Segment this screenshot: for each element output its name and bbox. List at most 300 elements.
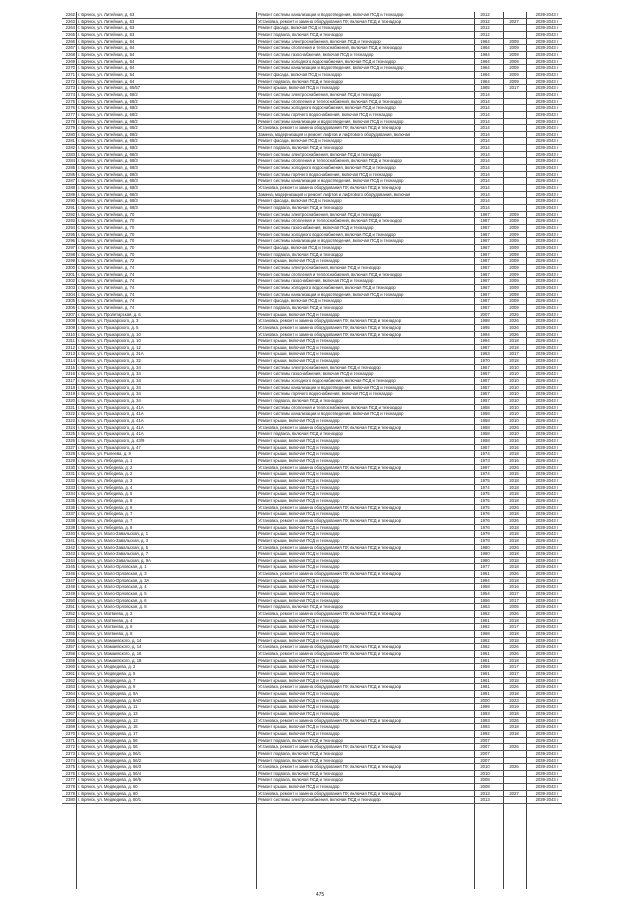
row-work-type: Ремонт крыши, включая ПСД и техназдор [258, 351, 340, 357]
row-year-repair: 2018 [509, 631, 519, 637]
row-address: г. Брянск, ул. Медведева, д. 9А [78, 690, 139, 696]
row-period: 2039-2043 г [535, 12, 559, 17]
table-row [62, 651, 562, 658]
row-address: г. Брянск, ул. Медведева, д. 56/2 [78, 757, 142, 763]
row-work-type: Ремонт системы отопления и теплоснабжения, включая ПСД и техназдор [258, 158, 402, 164]
row-number: 2313 [65, 351, 75, 357]
row-year-built: 1962 [480, 624, 490, 630]
row-work-type: Ремонт крыши, включая ПСД и техназдор [258, 564, 340, 570]
row-address: г. Брянск, ул. Литейная, д. 72 [78, 258, 135, 264]
row-year-repair: 2016 [509, 457, 519, 463]
row-year-repair: 2010 [509, 431, 519, 437]
row-period: 2039-2043 г [535, 444, 559, 450]
row-period: 2039-2043 г [535, 670, 559, 676]
row-year-repair: 2026 [509, 684, 519, 690]
row-period: 2039-2043 г [535, 18, 559, 24]
row-year-built: 1992 [480, 730, 490, 736]
row-period: 2039-2043 г [535, 58, 559, 64]
row-year-repair: 2027 [509, 18, 519, 24]
row-work-type: Ремонт крыши, включая ПСД и техназдор [258, 577, 340, 583]
row-number: 2338 [65, 517, 75, 523]
row-number: 2262 [65, 12, 75, 17]
row-year-built: 2007 [480, 737, 490, 743]
row-year-repair: 2026 [509, 324, 519, 330]
row-address: г. Брянск, ул. Литейная, д. 65/57 [78, 85, 141, 91]
row-period: 2039-2043 г [535, 504, 559, 510]
table-row [62, 791, 562, 798]
row-work-type: Ремонт системы горячего водоснабжения, включая ПСД и техназдор [258, 111, 393, 117]
row-year-built: 2012 [480, 12, 490, 17]
row-year-built: 2014 [480, 105, 490, 111]
row-address: г. Брянск, ул. Пушкарского, д. 41А [78, 404, 144, 410]
row-year-repair: 2023 [509, 697, 519, 703]
row-work-type: Ремонт крыши, включая ПСД и техназдор [258, 471, 340, 477]
row-address: г. Брянск, ул. Матвеева, д. 4 [78, 617, 133, 623]
table-row [62, 644, 562, 651]
table-row [62, 564, 562, 571]
table-row [62, 751, 562, 758]
row-year-repair: 2017 [509, 624, 519, 630]
row-year-built: 2014 [480, 165, 490, 171]
row-address: г. Брянск, ул. Медведева, д. 11 [78, 704, 138, 710]
row-year-repair: 2015 [509, 471, 519, 477]
row-work-type: Ремонт системы холодного водоснабжения, включая ПСД и техназдор [258, 105, 396, 111]
row-year-repair: 2009 [509, 298, 519, 304]
row-year-repair: 2017 [509, 597, 519, 603]
row-year-built: 2010 [480, 764, 490, 770]
row-number: 2365 [65, 697, 75, 703]
row-period: 2039-2043 г [535, 664, 559, 670]
row-number: 2287 [65, 178, 75, 184]
row-period: 2039-2043 г [535, 291, 559, 297]
table-row [62, 591, 562, 598]
row-year-repair: 2018 [509, 451, 519, 457]
row-work-type: Ремонт системы канализации и водоотведения, включая ПСД и техназдор [258, 65, 404, 71]
row-address: г. Брянск, ул. Литейная, д. 68/2 [78, 131, 138, 137]
table-row [62, 298, 562, 305]
row-year-repair: 2010 [509, 404, 519, 410]
row-address: г. Брянск, ул. Медведева, д. 13 [78, 710, 138, 716]
row-period: 2039-2043 г [535, 331, 559, 337]
table-row [62, 458, 562, 465]
row-address: г. Брянск, ул. Мало-Орловская, д. 8 [78, 604, 147, 610]
row-address: г. Брянск, ул. Литейная, д. 74 [78, 304, 135, 310]
row-address: г. Брянск, ул. Медведева, д. 60 [78, 784, 138, 790]
row-period: 2039-2043 г [535, 591, 559, 597]
row-address: г. Брянск, ул. Матвеева, д. 2 [78, 611, 133, 617]
row-number: 2271 [65, 71, 75, 77]
row-year-built: 1976 [480, 511, 490, 517]
table-row [62, 378, 562, 385]
row-period: 2039-2043 г [535, 624, 559, 630]
table-row [62, 85, 562, 92]
row-work-type: Ремонт системы отопления и теплоснабжения, включая ПСД и техназдор [258, 218, 402, 224]
table-row [62, 32, 562, 39]
row-number: 2335 [65, 497, 75, 503]
row-address: г. Брянск, ул. Пушкарского, д. 34 [78, 384, 141, 390]
row-period: 2039-2043 г [535, 517, 559, 523]
row-year-built: 2007 [480, 311, 490, 317]
row-year-built: 1977 [480, 564, 490, 570]
row-year-built: 1994 [480, 331, 490, 337]
row-period: 2039-2043 г [535, 411, 559, 417]
row-address: г. Брянск, ул. Литейная, д. 64 [78, 58, 135, 64]
row-address: г. Брянск, ул. Мало-Орловская, д. 6 [78, 597, 147, 603]
row-year-built: 2014 [480, 138, 490, 144]
row-work-type: Ремонт фасада, включая ПСД и техназдор [258, 138, 342, 144]
row-work-type: Ремонт крыши, включая ПСД и техназдор [258, 537, 340, 543]
row-address: г. Брянск, ул. Пушкарского, д. 32 [78, 358, 141, 364]
row-work-type: Установка, ремонт и замена оборудования ПУ, включая ПСД и технадзор [258, 424, 402, 430]
row-work-type: Ремонт системы отопления и теплоснабжения, включая ПСД и техназдор [258, 98, 402, 104]
row-address: г. Брянск, ул. Литейная, д. 68/3 [78, 178, 138, 184]
row-period: 2039-2043 г [535, 105, 559, 111]
row-address: г. Брянск, ул. Литейная, д. 70 [78, 218, 135, 224]
row-number: 2274 [65, 91, 75, 97]
row-work-type: Ремонт системы газоснабжения, включая ПСД и техназдор [258, 51, 374, 57]
row-period: 2039-2043 г [535, 25, 559, 31]
row-number: 2349 [65, 591, 75, 597]
row-work-type: Ремонт системы канализации и водоотведения, включая ПСД и техназдор [258, 12, 404, 17]
row-period: 2039-2043 г [535, 584, 559, 590]
row-year-built: 2014 [480, 111, 490, 117]
row-number: 2356 [65, 637, 75, 643]
row-year-repair: 2009 [509, 58, 519, 64]
row-work-type: Ремонт крыши, включая ПСД и техназдор [258, 491, 340, 497]
row-number: 2281 [65, 138, 75, 144]
row-year-built: 1967 [480, 238, 490, 244]
row-period: 2039-2043 г [535, 544, 559, 550]
row-work-type: Установка, ремонт и замена оборудования ПУ, включая ПСД и технадзор [258, 644, 402, 650]
row-work-type: Ремонт подвала, включая ПСД и техназдор [258, 78, 343, 84]
row-address: г. Брянск, ул. Литейная, д. 68/3 [78, 158, 138, 164]
row-work-type: Ремонт крыши, включая ПСД и техназдор [258, 338, 340, 344]
row-work-type: Ремонт системы газоснабжения, включая ПСД и техназдор [258, 371, 374, 377]
row-number: 2326 [65, 438, 75, 443]
row-year-built: 1958 [480, 418, 490, 424]
row-number: 2263 [65, 18, 75, 24]
row-number: 2301 [65, 271, 75, 277]
row-year-built: 1958 [480, 424, 490, 430]
row-address: г. Брянск, ул. Литейная, д. 68/2 [78, 105, 138, 111]
table-row [62, 245, 562, 252]
row-work-type: Ремонт подвала, включая ПСД и техназдор [258, 251, 343, 257]
row-number: 2339 [65, 524, 75, 530]
row-work-type: Ремонт крыши, включая ПСД и техназдор [258, 617, 340, 623]
row-work-type: Ремонт крыши, включая ПСД и техназдор [258, 497, 340, 503]
row-year-repair: 2026 [509, 571, 519, 577]
table-row [62, 292, 562, 299]
row-year-built: 1974 [480, 451, 490, 457]
row-address: г. Брянск, ул. Медведева, д. 60/1 [78, 797, 142, 803]
row-number: 2369 [65, 724, 75, 730]
row-period: 2039-2043 г [535, 391, 559, 397]
row-period: 2039-2043 г [535, 111, 559, 117]
table-row [62, 39, 562, 46]
row-work-type: Ремонт крыши, включая ПСД и техназдор [258, 311, 340, 317]
row-number: 2360 [65, 664, 75, 670]
table-row [62, 305, 562, 312]
row-work-type: Ремонт крыши, включая ПСД и техназдор [258, 438, 340, 443]
row-work-type: Установка, ремонт и замена оборудования ПУ, включая ПСД и технадзор [258, 464, 402, 470]
row-year-built: 2014 [480, 205, 490, 211]
row-number: 2378 [65, 784, 75, 790]
row-number: 2292 [65, 211, 75, 217]
row-year-repair: 2009 [509, 231, 519, 237]
row-address: г. Брянск, ул. Литейная, д. 64 [78, 65, 135, 71]
row-number: 2321 [65, 404, 75, 410]
row-period: 2039-2043 г [535, 218, 559, 224]
table-row [62, 478, 562, 485]
row-number: 2342 [65, 544, 75, 550]
row-year-repair: 2010 [509, 364, 519, 370]
row-number: 2343 [65, 551, 75, 557]
row-address: г. Брянск, ул. Медведева, д. 56/3 [78, 764, 142, 770]
row-year-built: 1962 [480, 611, 490, 617]
table-row [62, 411, 562, 418]
table-row [62, 431, 562, 438]
row-work-type: Установка, ремонт и замена оборудования ПУ, включая ПСД и технадзор [258, 18, 402, 24]
row-work-type: Ремонт системы отопления и теплоснабжения, включая ПСД и техназдор [258, 404, 402, 410]
row-work-type: Ремонт крыши, включая ПСД и техназдор [258, 511, 340, 517]
row-address: г. Брянск, ул. Лебедева, д. 2 [78, 471, 133, 477]
table-row [62, 185, 562, 192]
row-period: 2039-2043 г [535, 258, 559, 264]
row-number: 2283 [65, 151, 75, 157]
row-year-built: 1964 [480, 58, 490, 64]
row-period: 2039-2043 г [535, 118, 559, 124]
row-period: 2039-2043 г [535, 457, 559, 463]
row-year-built: 1994 [480, 577, 490, 583]
row-year-built: 1961 [480, 571, 490, 577]
table-row [62, 438, 562, 445]
table-row [62, 178, 562, 185]
row-number: 2363 [65, 684, 75, 690]
row-year-repair: 2009 [509, 225, 519, 230]
row-number: 2273 [65, 85, 75, 91]
row-year-repair: 2017 [509, 670, 519, 676]
row-year-built: 1963 [480, 351, 490, 357]
row-period: 2039-2043 г [535, 551, 559, 557]
table-row [62, 777, 562, 784]
row-year-built: 1973 [480, 457, 490, 463]
row-address: г. Брянск, ул. Мало-Орловская, д. 3А [78, 577, 150, 583]
table-row [62, 252, 562, 259]
row-number: 2354 [65, 624, 75, 630]
row-address: г. Брянск, ул. Литейная, д. 68/2 [78, 91, 138, 97]
table-row [62, 272, 562, 279]
row-number: 2331 [65, 471, 75, 477]
table-row [62, 345, 562, 352]
row-year-built: 1976 [480, 517, 490, 523]
row-year-repair: 2010 [509, 391, 519, 397]
row-address: г. Брянск, ул. Литейная, д. 74 [78, 291, 135, 297]
row-year-repair: 2010 [509, 371, 519, 377]
row-year-built: 1967 [480, 284, 490, 290]
row-number: 2348 [65, 584, 75, 590]
table-row [62, 611, 562, 618]
row-number: 2284 [65, 158, 75, 164]
row-work-type: Ремонт подвала, включая ПСД и техназдор [258, 431, 343, 437]
row-work-type: Установка, ремонт и замена оборудования ПУ, включая ПСД и технадзор [258, 185, 402, 191]
row-number: 2327 [65, 444, 75, 450]
table-row [62, 518, 562, 525]
row-year-built: 2014 [480, 191, 490, 197]
row-year-repair: 2009 [509, 278, 519, 284]
table-row [62, 92, 562, 99]
row-year-built: 1975 [480, 504, 490, 510]
row-number: 2279 [65, 125, 75, 131]
row-address: г. Брянск, ул. Мамаевского, д. 14 [78, 637, 142, 643]
table-row [62, 398, 562, 405]
row-address: г. Брянск, ул. Медведева, д. 9 [78, 684, 136, 690]
row-work-type: Ремонт фасада, включая ПСД и техназдор [258, 244, 342, 250]
row-address: г. Брянск, ул. Литейная, д. 70 [78, 231, 135, 237]
row-number: 2264 [65, 25, 75, 31]
row-work-type: Ремонт подвала, включая ПСД и техназдор [258, 205, 343, 211]
row-address: г. Брянск, ул. Литейная, д. 68/3 [78, 151, 138, 157]
row-work-type: Ремонт крыши, включая ПСД и техназдор [258, 418, 340, 424]
row-year-built: 2014 [480, 171, 490, 177]
row-work-type: Ремонт крыши, включая ПСД и техназдор [258, 677, 340, 683]
row-period: 2039-2043 г [535, 617, 559, 623]
row-number: 2278 [65, 118, 75, 124]
row-period: 2039-2043 г [535, 364, 559, 370]
row-address: г. Брянск, ул. Медведева, д. 9АО [78, 697, 142, 703]
row-address: г. Брянск, ул. Медведева, д. 56/1 [78, 750, 142, 756]
table-row [62, 165, 562, 172]
row-period: 2039-2043 г [535, 537, 559, 543]
row-work-type: Ремонт крыши, включая ПСД и техназдор [258, 624, 340, 630]
row-period: 2039-2043 г [535, 431, 559, 437]
table-row [62, 12, 562, 19]
row-address: г. Брянск, ул. Литейная, д. 64 [78, 51, 135, 57]
row-year-built: 1981 [480, 690, 490, 696]
row-number: 2276 [65, 105, 75, 111]
table-row [62, 598, 562, 605]
row-year-repair: 2018 [509, 657, 519, 663]
row-year-repair: 2016 [509, 444, 519, 450]
row-address: г. Брянск, ул. Пушкарского, д. 12 [78, 344, 141, 350]
table-row [62, 192, 562, 199]
row-address: г. Брянск, ул. Медведева, д. 56/5 [78, 777, 142, 783]
row-year-built: 1981 [480, 684, 490, 690]
row-period: 2039-2043 г [535, 464, 559, 470]
row-year-built: 1953 [480, 604, 490, 610]
row-address: г. Брянск, ул. Мало-Орловская, д. 4 [78, 584, 147, 590]
row-work-type: Ремонт системы электроснабжения, включая ПСД и техназдор [258, 91, 381, 97]
table-row [62, 491, 562, 498]
row-period: 2039-2043 г [535, 165, 559, 171]
row-address: г. Брянск, ул. Пушкарского, д. 10 [78, 338, 141, 344]
row-period: 2039-2043 г [535, 145, 559, 151]
row-period: 2039-2043 г [535, 324, 559, 330]
row-year-built: 1993 [480, 717, 490, 723]
row-year-built: 1961 [480, 677, 490, 683]
repair-table [62, 12, 562, 804]
row-number: 2314 [65, 358, 75, 364]
row-work-type: Установка, ремонт и замена оборудования ПУ, включая ПСД и технадзор [258, 324, 402, 330]
row-work-type: Ремонт крыши, включая ПСД и техназдор [258, 451, 340, 457]
row-work-type: Ремонт системы электроснабжения, включая ПСД и техназдор [258, 151, 381, 157]
row-number: 2277 [65, 111, 75, 117]
row-number: 2377 [65, 777, 75, 783]
row-address: г. Брянск, ул. Литейная, д. 68/3 [78, 205, 138, 211]
row-work-type: Ремонт системы канализации и водоотведения, включая ПСД и техназдор [258, 411, 404, 417]
row-period: 2039-2043 г [535, 577, 559, 583]
row-period: 2039-2043 г [535, 311, 559, 317]
table-row [62, 318, 562, 325]
row-period: 2039-2043 г [535, 744, 559, 750]
row-number: 2376 [65, 770, 75, 776]
row-address: г. Брянск, ул. Медведева, д. 15 [78, 724, 138, 730]
table-row [62, 145, 562, 152]
table-row [62, 744, 562, 751]
row-number: 2309 [65, 324, 75, 330]
row-number: 2366 [65, 704, 75, 710]
row-year-built: 1967 [480, 231, 490, 237]
row-year-built: 2012 [480, 18, 490, 24]
row-period: 2039-2043 г [535, 198, 559, 204]
row-number: 2275 [65, 98, 75, 104]
table-row [62, 125, 562, 132]
row-address: г. Брянск, ул. Литейная, д. 74 [78, 278, 135, 284]
row-address: г. Брянск, ул. Мамаевского, д. 18 [78, 657, 142, 663]
row-period: 2039-2043 г [535, 631, 559, 637]
row-number: 2267 [65, 45, 75, 51]
row-address: г. Брянск, ул. Медведева, д. 56/4 [78, 770, 142, 776]
table-row [62, 471, 562, 478]
row-year-built: 1958 [480, 411, 490, 417]
row-year-built: 1961 [480, 670, 490, 676]
row-work-type: Ремонт системы горячего водоснабжения, включая ПСД и техназдор [258, 171, 393, 177]
row-address: г. Брянск, ул. Матвеева, д. 6 [78, 624, 133, 630]
row-period: 2039-2043 г [535, 191, 559, 197]
table-row [62, 132, 562, 139]
row-year-repair: 2018 [509, 531, 519, 537]
row-year-repair: 2009 [509, 264, 519, 270]
row-number: 2305 [65, 298, 75, 304]
table-row [62, 691, 562, 698]
row-work-type: Ремонт крыши, включая ПСД и техназдор [258, 444, 340, 450]
row-period: 2039-2043 г [535, 770, 559, 776]
row-number: 2302 [65, 278, 75, 284]
table-row [62, 112, 562, 119]
row-number: 2297 [65, 244, 75, 250]
row-address: г. Брянск, ул. Литейная, д. 63 [78, 12, 135, 17]
row-period: 2039-2043 г [535, 511, 559, 517]
row-number: 2322 [65, 411, 75, 417]
row-address: г. Брянск, ул. Литейная, д. 64 [78, 71, 135, 77]
table-row [62, 218, 562, 225]
row-period: 2039-2043 г [535, 185, 559, 191]
row-work-type: Ремонт крыши, включая ПСД и техназдор [258, 670, 340, 676]
row-period: 2039-2043 г [535, 178, 559, 184]
row-year-repair: 2026 [509, 464, 519, 470]
row-address: г. Брянск, ул. Литейная, д. 68/3 [78, 191, 138, 197]
row-number: 2362 [65, 677, 75, 683]
row-period: 2039-2043 г [535, 524, 559, 530]
row-work-type: Установка, ремонт и замена оборудования ПУ, включая ПСД и технадзор [258, 125, 402, 131]
row-work-type: Ремонт крыши, включая ПСД и техназдор [258, 531, 340, 537]
row-work-type: Ремонт крыши, включая ПСД и техназдор [258, 784, 340, 790]
row-number: 2337 [65, 511, 75, 517]
row-work-type: Установка, ремонт и замена оборудования ПУ, включая ПСД и технадзор [258, 790, 402, 796]
row-year-repair: 2017 [509, 591, 519, 597]
row-period: 2039-2043 г [535, 278, 559, 284]
row-address: г. Брянск, ул. Медведева, д. 17 [78, 730, 138, 736]
table-row [62, 604, 562, 611]
